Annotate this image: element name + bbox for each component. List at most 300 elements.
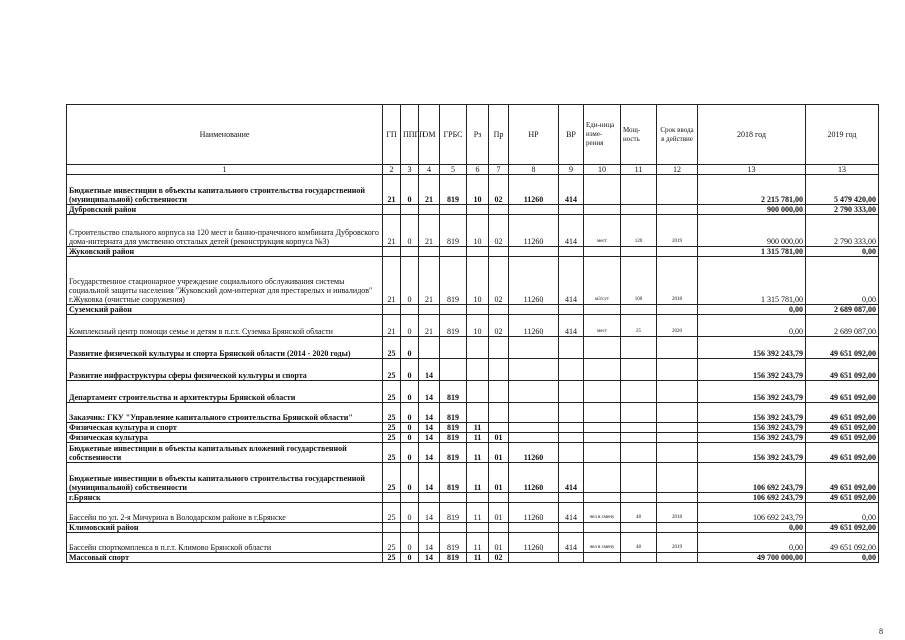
table-row [67,533,879,553]
table-cell [559,403,584,423]
table-row [67,443,879,463]
table-cell [584,403,621,423]
header-cell: НР [509,105,559,165]
column-number: 1 [67,165,383,175]
table-cell: 11 [467,503,489,523]
table-cell [657,247,698,257]
table-cell [467,359,489,381]
table-row [67,403,879,423]
header-row [67,105,879,165]
table-cell: 414 [559,257,584,305]
table-cell [467,305,489,315]
table-cell [401,247,419,257]
column-number: 11 [621,165,657,175]
header-cell: Пр [489,105,509,165]
table-cell: 0,00 [698,533,806,553]
table-cell: 819 [440,443,467,463]
table-cell: 02 [489,553,509,563]
table-cell: 819 [440,257,467,305]
table-cell: 0 [401,463,419,493]
table-cell [559,305,584,315]
table-cell [657,175,698,205]
table-cell [559,433,584,443]
table-cell: 11260 [509,533,559,553]
table-cell [509,359,559,381]
table-cell [401,305,419,315]
table-cell: 11260 [509,443,559,463]
table-cell: 0 [401,315,419,337]
table-cell [383,205,401,215]
header-cell: ГП [383,105,401,165]
row-name-cell: Государственное стационарное учреждение социального обслуживания системы социальной защиты населения "Жуковский дом-интернат для престарелых и инвалидов" г.Жуковка (очистные сооружения) [67,257,383,305]
table-cell [559,553,584,563]
table-cell [489,403,509,423]
table-cell [621,523,657,533]
table-cell: 25 [383,337,401,359]
table-cell: 2 215 781,00 [698,175,806,205]
table-cell: 14 [419,553,440,563]
table-cell: 1 315 781,00 [698,247,806,257]
table-cell: 0,00 [698,523,806,533]
table-cell [383,523,401,533]
table-cell: 48 [621,503,657,523]
table-cell: 10 [467,257,489,305]
table-row [67,337,879,359]
table-cell: 01 [489,443,509,463]
table-row [67,523,879,533]
table-cell [489,523,509,533]
header-cell: ВР [559,105,584,165]
table-row [67,215,879,247]
table-cell [467,493,489,503]
table-cell: 0 [401,503,419,523]
table-cell [509,247,559,257]
table-cell: 156 392 243,79 [698,337,806,359]
table-cell [584,493,621,503]
table-cell [621,493,657,503]
table-cell [509,305,559,315]
table-cell [621,247,657,257]
table-cell: 0,00 [698,305,806,315]
table-cell [419,493,440,503]
table-cell [657,403,698,423]
table-cell: 11 [467,533,489,553]
table-cell: 11260 [509,463,559,493]
table-cell [559,523,584,533]
row-name-cell: Физическая культура и спорт [67,423,383,433]
table-cell [621,433,657,443]
table-cell: 14 [419,403,440,423]
table-cell [657,337,698,359]
table-cell [489,205,509,215]
column-number: 10 [584,165,621,175]
table-cell [621,305,657,315]
table-cell: 01 [489,433,509,443]
table-cell [509,433,559,443]
table-cell [489,337,509,359]
table-cell: 156 392 243,79 [698,359,806,381]
table-cell: 819 [440,533,467,553]
table-cell: 0,00 [806,503,879,523]
table-cell [467,381,489,403]
table-cell [440,493,467,503]
table-cell: 21 [383,315,401,337]
table-cell: 01 [489,463,509,493]
row-name-cell: Климовский район [67,523,383,533]
table-cell: 0 [401,337,419,359]
table-cell: 02 [489,215,509,247]
table-cell: 0,00 [806,257,879,305]
table-cell: мест [584,215,621,247]
table-cell [559,493,584,503]
table-row [67,463,879,493]
table-cell [621,359,657,381]
table-cell [489,305,509,315]
table-cell [489,381,509,403]
table-cell [657,359,698,381]
header-cell: ППГП [401,105,419,165]
table-cell: 0 [401,381,419,403]
table-cell: 0,00 [806,553,879,563]
table-row [67,503,879,523]
table-cell: 156 392 243,79 [698,423,806,433]
table-cell [584,247,621,257]
row-name-cell: Развитие инфраструктуры сферы физической культуры и спорта [67,359,383,381]
column-number-row [67,165,879,175]
table-cell [440,305,467,315]
table-cell [467,523,489,533]
column-number: 13 [806,165,879,175]
table-cell: 49 651 092,00 [806,337,879,359]
table-row [67,315,879,337]
table-cell [419,337,440,359]
table-cell: 14 [419,503,440,523]
table-cell: 819 [440,503,467,523]
table-cell: 106 692 243,79 [698,503,806,523]
table-cell: 14 [419,381,440,403]
table-cell [401,523,419,533]
table-cell: 49 651 092,00 [806,523,879,533]
table-cell: 11260 [509,215,559,247]
table-row [67,359,879,381]
header-cell: 2018 год [698,105,806,165]
table-cell: 11 [467,423,489,433]
column-number: 7 [489,165,509,175]
table-cell [419,205,440,215]
table-cell: 0,00 [698,315,806,337]
table-cell: 414 [559,533,584,553]
table-cell [509,337,559,359]
table-cell [621,205,657,215]
table-cell: 2018 [657,503,698,523]
table-cell [584,381,621,403]
table-cell: 25 [383,533,401,553]
table-cell: 01 [489,533,509,553]
row-name-cell: г.Брянск [67,493,383,503]
budget-table [66,104,879,563]
table-cell: 0,00 [806,247,879,257]
table-cell [489,493,509,503]
column-number: 2 [383,165,401,175]
table-cell [383,305,401,315]
table-cell: 0 [401,215,419,247]
table-cell: 02 [489,315,509,337]
table-cell: 2 689 087,00 [806,305,879,315]
table-cell [509,493,559,503]
table-cell: 25 [383,381,401,403]
column-number: 5 [440,165,467,175]
table-cell: 25 [383,423,401,433]
table-cell: 10 [467,175,489,205]
table-cell [621,403,657,423]
table-cell: 11 [467,553,489,563]
table-row [67,175,879,205]
table-cell [401,493,419,503]
table-cell [419,523,440,533]
table-cell: 49 651 092,00 [806,359,879,381]
table-cell: 14 [419,433,440,443]
table-cell: 5 479 420,00 [806,175,879,205]
row-name-cell: Бюджетные инвестиции в объекты капитальных вложений государственной собственности [67,443,383,463]
table-cell: 414 [559,503,584,523]
table-cell: 156 392 243,79 [698,381,806,403]
table-row [67,305,879,315]
table-cell [657,381,698,403]
table-cell [657,205,698,215]
table-cell [467,247,489,257]
table-cell: чел в смену [584,533,621,553]
table-cell [584,443,621,463]
table-cell: 2 689 087,00 [806,315,879,337]
header-cell: Еди-ница изме-рения [584,105,621,165]
row-name-cell: Жуковский район [67,247,383,257]
table-cell: 01 [489,503,509,523]
table-cell: 25 [383,403,401,423]
table-cell [440,205,467,215]
table-cell: 156 392 243,79 [698,403,806,423]
table-cell: 49 651 092,00 [806,433,879,443]
table-cell [584,553,621,563]
table-row [67,433,879,443]
table-cell: 11 [467,463,489,493]
table-cell: 21 [419,175,440,205]
table-cell [489,423,509,433]
table-cell: 25 [383,433,401,443]
table-cell [584,433,621,443]
table-cell [657,433,698,443]
table-cell: 02 [489,175,509,205]
row-name-cell: Суземский район [67,305,383,315]
table-cell [467,403,489,423]
table-cell: 819 [440,433,467,443]
table-cell: 0 [401,533,419,553]
table-row [67,205,879,215]
table-cell: 2 790 333,00 [806,205,879,215]
table-row [67,381,879,403]
table-cell [584,523,621,533]
table-cell: 0 [401,443,419,463]
table-cell: 49 651 092,00 [806,423,879,433]
table-cell: 819 [440,403,467,423]
table-cell: 14 [419,359,440,381]
page-number: 8 [879,627,883,636]
table-cell: 2018 [657,257,698,305]
table-cell: 49 651 092,00 [806,533,879,553]
table-cell [657,553,698,563]
table-cell [621,175,657,205]
header-cell: Мощ-ность [621,105,657,165]
table-cell: 14 [419,463,440,493]
row-name-cell: Комплексный центр помощи семье и детям в п.г.т. Суземка Брянской области [67,315,383,337]
table-cell [584,359,621,381]
table-cell [657,463,698,493]
table-row [67,423,879,433]
table-cell [621,381,657,403]
table-cell [657,443,698,463]
table-cell: 2 790 333,00 [806,215,879,247]
table-cell [584,423,621,433]
row-name-cell: Департамент строительства и архитектуры Брянской области [67,381,383,403]
table-cell: 25 [383,553,401,563]
table-cell: 156 392 243,79 [698,443,806,463]
table-body [67,175,879,563]
table-cell: 2020 [657,315,698,337]
table-cell: 49 700 000,00 [698,553,806,563]
table-cell [657,423,698,433]
table-cell: 819 [440,315,467,337]
table-cell: 11 [467,443,489,463]
table-cell: 21 [419,315,440,337]
table-cell: 21 [383,215,401,247]
table-cell: 900 000,00 [698,205,806,215]
table-cell [559,381,584,403]
table-cell: 819 [440,423,467,433]
table-cell [621,553,657,563]
column-number: 3 [401,165,419,175]
header-cell: Срок ввода в действие [657,105,698,165]
row-name-cell: Строительство спального корпуса на 120 мест и банно-прачечного комбината Дубровского дома-интерната для умственно отсталых детей (реконструкция корпуса №3) [67,215,383,247]
column-number: 13 [698,165,806,175]
table-cell: 819 [440,553,467,563]
header-cell: ОМ [419,105,440,165]
table-cell: 2019 [657,533,698,553]
table-cell [509,423,559,433]
table-cell: 819 [440,215,467,247]
table-cell: 0 [401,553,419,563]
table-cell: 49 651 092,00 [806,443,879,463]
table-cell: 0 [401,175,419,205]
row-name-cell: Бюджетные инвестиции в объекты капитального строительства государственной (муниципальной) собственности [67,175,383,205]
column-number: 4 [419,165,440,175]
table-cell: 0 [401,359,419,381]
table-cell: 819 [440,463,467,493]
table-cell: 0 [401,423,419,433]
table-cell: 106 692 243,79 [698,463,806,493]
table-cell: м3/сут [584,257,621,305]
table-cell: 900 000,00 [698,215,806,247]
header-cell: Наименование [67,105,383,165]
table-cell [584,175,621,205]
table-cell [489,359,509,381]
table-cell [657,493,698,503]
table-cell [509,523,559,533]
table-cell [559,337,584,359]
table-cell: 25 [383,443,401,463]
table-cell [419,305,440,315]
table-cell: 414 [559,215,584,247]
table-cell [509,205,559,215]
table-cell [419,247,440,257]
row-name-cell: Бюджетные инвестиции в объекты капитального строительства государственной (муниципальной) собственности [67,463,383,493]
row-name-cell: Массовый спорт [67,553,383,563]
table-cell: 819 [440,175,467,205]
table-cell [440,359,467,381]
table-cell: 14 [419,533,440,553]
table-cell [509,403,559,423]
row-name-cell: Бассейн по ул. 2-я Мичурина в Володарском районе в г.Брянске [67,503,383,523]
table-cell [621,423,657,433]
table-cell: 49 651 092,00 [806,463,879,493]
table-cell: 14 [419,443,440,463]
table-cell [509,381,559,403]
table-cell: 21 [419,257,440,305]
table-cell [440,247,467,257]
table-cell: 0 [401,257,419,305]
table-cell: 100 [621,257,657,305]
table-cell [509,553,559,563]
table-cell: 49 651 092,00 [806,493,879,503]
column-number: 6 [467,165,489,175]
table-cell [383,247,401,257]
table-cell [621,443,657,463]
table-cell [489,247,509,257]
table-cell: 25 [383,463,401,493]
row-name-cell: Физическая культура [67,433,383,443]
table-row [67,493,879,503]
table-cell: 414 [559,175,584,205]
table-cell: 120 [621,215,657,247]
table-cell [440,523,467,533]
table-cell: 0 [401,433,419,443]
table-cell: 11260 [509,257,559,305]
header-cell: ГРБС [440,105,467,165]
row-name-cell: Бассейн спорткомплекса в п.г.т. Климово Брянской области [67,533,383,553]
table-cell: 11260 [509,503,559,523]
table-cell [621,337,657,359]
table-cell [584,305,621,315]
table-cell: 156 392 243,79 [698,433,806,443]
table-cell: 49 651 092,00 [806,403,879,423]
table-cell: 25 [621,315,657,337]
table-cell [657,305,698,315]
table-cell: 25 [383,503,401,523]
table-row [67,247,879,257]
table-cell: 14 [419,423,440,433]
table-cell: чел в смену [584,503,621,523]
column-number: 12 [657,165,698,175]
table-cell: 21 [383,175,401,205]
table-cell [584,337,621,359]
table-cell [559,359,584,381]
table-cell: 25 [383,359,401,381]
table-cell: 11 [467,433,489,443]
table-cell: 10 [467,215,489,247]
row-name-cell: Развитие физической культуры и спорта Брянской области (2014 - 2020 годы) [67,337,383,359]
table-cell [467,337,489,359]
header-cell: Рз [467,105,489,165]
table-cell: 49 651 092,00 [806,381,879,403]
table-cell: 106 692 243,79 [698,493,806,503]
